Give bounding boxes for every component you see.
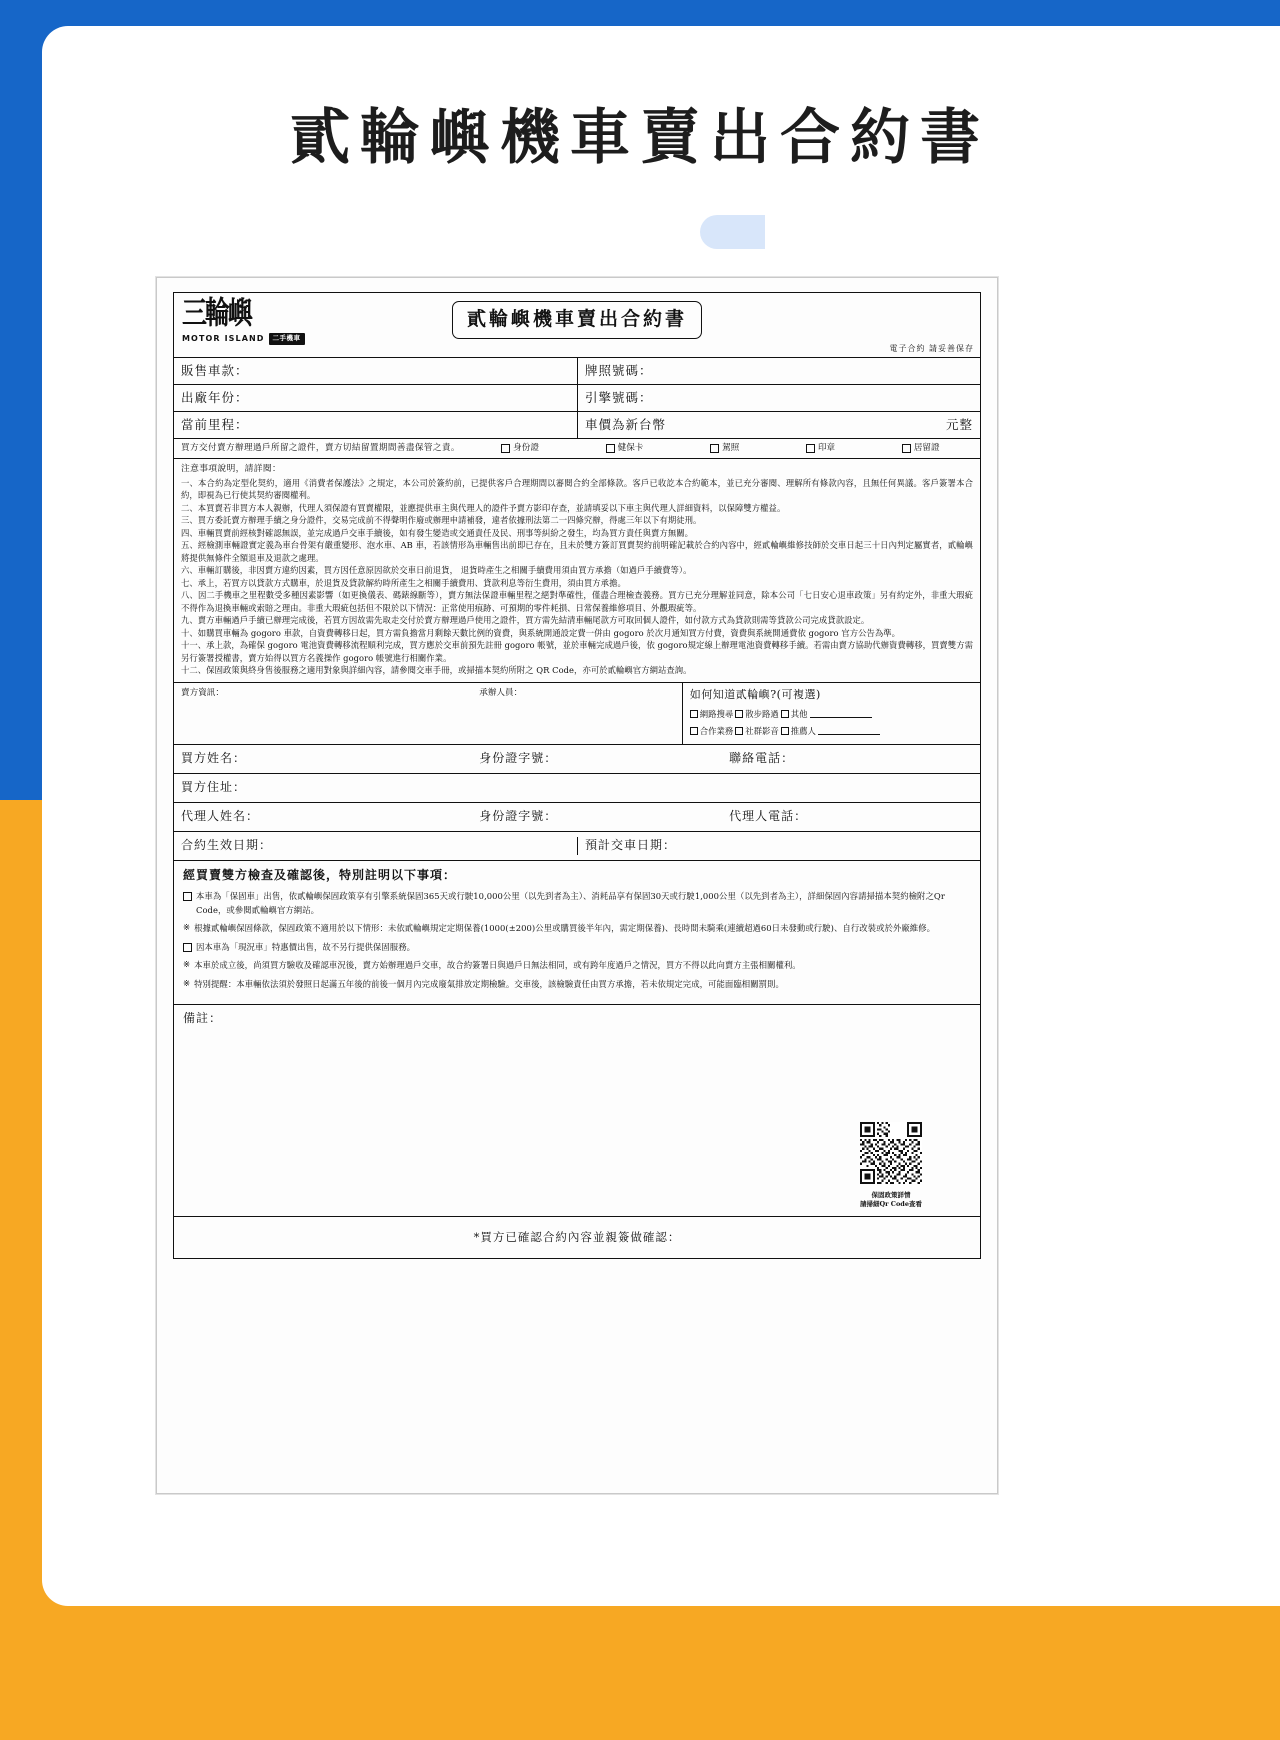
checkbox-icon[interactable] bbox=[806, 444, 815, 453]
checkbox-icon[interactable] bbox=[606, 444, 615, 453]
checkbox-icon[interactable] bbox=[902, 444, 911, 453]
special-note-text: 特別提醒：本車輛依法須於發照日起滿五年後的前後一個月內完成廢氣排放定期檢驗。交車後，該檢驗責任由買方承擔，若未依規定完成，可能面臨相關罰則。 bbox=[194, 978, 784, 989]
clause-item: 四、車輛買賣前經核對確認無誤，並完成過戶交車手續後，如有發生變造或交通責任及民、刑事等糾紛之發生，均為買方責任與賣方無關。 bbox=[181, 527, 694, 538]
doc-option-label: 身份證 bbox=[513, 443, 539, 454]
field-agent-phone[interactable]: 代理人電話： bbox=[729, 809, 808, 824]
documents-options bbox=[468, 442, 973, 454]
logo-mark: 三輪嶼 bbox=[182, 294, 252, 331]
special-note-transfer-date bbox=[183, 959, 971, 973]
seller-band bbox=[174, 682, 980, 744]
clause-item: 三、買方委託賣方辦理手續之身分證件，交易完成前不得聲明作廢或辦理申請補發，違者依據刑法第二一四條究辦，得處三年以下有期徒刑。 bbox=[181, 515, 702, 526]
checkbox-icon[interactable] bbox=[183, 892, 192, 901]
know-option-partner: 合作業務 bbox=[699, 725, 734, 736]
price-label: 車價為新台幣 bbox=[585, 417, 667, 433]
field-mileage[interactable]: 當前里程： bbox=[181, 417, 249, 433]
checkbox-icon[interactable] bbox=[183, 943, 192, 952]
field-delivery-date[interactable]: 預計交車日期： bbox=[577, 837, 980, 854]
documents-row bbox=[174, 438, 980, 457]
doc-option-license[interactable] bbox=[710, 442, 739, 454]
special-note-text: 根據貳輪嶼保固條款，保固政策不適用於以下情形：未依貳輪嶼規定定期保養(1000(±200)公里或購買後半年內，需定期保養)、長時間未騎乘(連續超過60日未發動或行駛)、自行改裝或於外廠維修。 bbox=[194, 923, 936, 934]
qr-caption bbox=[860, 1191, 922, 1209]
clauses-lead: 注意事項說明，請詳閱： bbox=[181, 463, 282, 474]
special-note-as-is-vehicle[interactable] bbox=[183, 941, 971, 954]
checkbox-icon[interactable] bbox=[735, 727, 743, 735]
doc-option-label: 居留證 bbox=[913, 443, 940, 454]
remarks-section[interactable] bbox=[174, 1004, 980, 1216]
field-agent-name[interactable]: 代理人姓名： bbox=[181, 809, 260, 824]
signature-text: *買方已確認合約內容並親簽做確認： bbox=[473, 1230, 681, 1245]
doc-option-label: 印章 bbox=[817, 443, 836, 454]
logo-chip: 二手機車 bbox=[269, 333, 305, 344]
clause-item: 二、本買賣若非買方本人親辦，代理人須保證有買賣權限，並應提供車主與代理人的證件予賣方影印存查，並請填妥以下車主與代理人詳細資料，以保障雙方權益。 bbox=[181, 502, 786, 513]
know-us-row-1 bbox=[690, 708, 973, 720]
know-option-web-search: 網路搜尋 bbox=[699, 708, 734, 719]
field-plate[interactable]: 牌照號碼： bbox=[577, 358, 980, 384]
doc-option-label: 健保卡 bbox=[617, 443, 644, 454]
field-price[interactable] bbox=[577, 412, 980, 438]
qr-caption-line2: 請掃細Qr Code查看 bbox=[859, 1199, 922, 1208]
remarks-label: 備註： bbox=[183, 1011, 223, 1026]
doc-option-label: 駕照 bbox=[722, 443, 740, 454]
clause-item: 八、因二手機車之里程數受多種因素影響（如更換儀表、碼錶線斷等），賣方無法保證車輛里程之絕對準確性，僅盡合理檢查義務。買方已充分理解並同意，除本公司「七日安心退車政策」另有約定外，非重大瑕疵不得作為退換車輛或索賠之理由。非重大瑕疵包括但不限於以下情況：正常使用痕跡、可預期的零件耗損、日常保養維修項目、外觀瑕疵等。 bbox=[181, 590, 973, 613]
doc-option-id-card[interactable] bbox=[501, 442, 539, 454]
clause-item: 五、經檢測車輛證實定義為車台骨架有嚴重變形、泡水車、AB 車，若該情形為車輛售出前即已存在，且未於雙方簽訂買賣契約前明確記載於合約內容中，經貳輪嶼維修技師於交車日起三十日內判定屬實者，貳輪嶼將提供無條件全額退車及退款之處理。 bbox=[181, 540, 973, 563]
special-notes-section bbox=[174, 860, 980, 1004]
clause-item: 九、賣方車輛過戶手續已辦理完成後，若買方因故需先取走交付於賣方辦理過戶使用之證件，買方需先結清車輛尾款方可取回個人證件，如付款方式為貸款則需等貸款公司完成貸款設定。 bbox=[181, 615, 870, 626]
field-model[interactable]: 販售車款： bbox=[181, 363, 249, 378]
know-us-row-2 bbox=[690, 725, 973, 737]
logo-subtitle: MOTOR ISLAND bbox=[182, 334, 265, 343]
doc-option-health-card[interactable] bbox=[606, 442, 644, 454]
buyer-row-name bbox=[174, 744, 980, 773]
know-option-other-input[interactable] bbox=[810, 710, 872, 718]
esign-note: 電子合約 請妥善保存 bbox=[889, 344, 974, 354]
field-engine[interactable]: 引擎號碼： bbox=[577, 385, 980, 411]
asterisk-icon: ※ bbox=[183, 978, 191, 989]
checkbox-icon[interactable] bbox=[690, 727, 698, 735]
contract-header bbox=[174, 293, 980, 357]
checkbox-icon[interactable] bbox=[690, 710, 698, 718]
special-note-warranty-vehicle[interactable] bbox=[183, 890, 971, 917]
special-note-text: 本車於成立後，尚須買方驗收及確認車況後，賣方始辦理過戶交車，故合約簽署日與過戶日無法相同，或有跨年度過戶之情況，買方不得以此向賣方主張相關權利。 bbox=[194, 960, 801, 971]
clause-item: 六、車輛訂購後，非因賣方違約因素，買方因任意原因欲於交車日前退貨， 退貨時產生之相關手續費用須由買方承擔（如過戶手續費等）。 bbox=[181, 565, 692, 576]
clause-item: 十一、承上款，為確保 gogoro 電池資費轉移流程順利完成，買方應於交車前預先註冊 gogoro 帳號，並於車輛完成過戶後，依 gogoro規定線上辦理電池資費轉移手續。若需由賣方協助代辦資費轉移，買賣雙方需另行簽署授權書，賣方始得以買方名義操作 gogoro 帳號進行相關作業。 bbox=[181, 640, 973, 663]
checkbox-icon[interactable] bbox=[501, 444, 510, 453]
know-us-question: 如何知道貳輪嶼?(可複選) bbox=[689, 687, 821, 701]
vehicle-row-price bbox=[174, 411, 980, 438]
qr-code-block bbox=[860, 1122, 922, 1208]
field-year[interactable]: 出廠年份： bbox=[181, 390, 249, 406]
clauses-section bbox=[174, 458, 980, 682]
field-buyer-phone[interactable]: 聯絡電話： bbox=[729, 751, 795, 766]
qr-code-icon bbox=[860, 1122, 922, 1184]
special-notes-title: 經買賣雙方檢查及確認後，特別註明以下事項： bbox=[183, 867, 457, 882]
checkbox-icon[interactable] bbox=[781, 727, 789, 735]
checkbox-icon[interactable] bbox=[735, 710, 743, 718]
special-note-text: 因本車為「現況車」特惠價出售，故不另行提供保固服務。 bbox=[196, 941, 416, 952]
field-effective-date[interactable]: 合約生效日期： bbox=[181, 838, 273, 853]
documents-lead: 買方交付賣方辦理過戶所留之證件，賣方切結留置期間善盡保管之責。 bbox=[181, 443, 460, 454]
contract-document bbox=[156, 277, 998, 1494]
checkbox-icon[interactable] bbox=[710, 444, 719, 453]
signature-section[interactable] bbox=[174, 1216, 980, 1258]
special-note-warranty-exclusions bbox=[183, 922, 971, 936]
field-buyer-address[interactable]: 買方住址： bbox=[181, 780, 247, 795]
know-option-other: 其他 bbox=[790, 708, 808, 719]
clause-item: 十、如購買車輛為 gogoro 車款，自資費轉移日起，買方需負擔當月剩餘天數比例的資費，與系統開通設定費一併由 gogoro 於次月通知買方付費，資費與系統開通費依 gogoro 官方公告為準。 bbox=[181, 627, 901, 638]
contract-title: 貳輪嶼機車賣出合約書 bbox=[452, 301, 702, 339]
field-seller-info[interactable]: 賣方資訊： bbox=[181, 687, 224, 698]
special-note-emissions-inspection bbox=[183, 978, 971, 992]
field-buyer-id[interactable]: 身份證字號： bbox=[479, 751, 558, 766]
know-us-section bbox=[682, 683, 980, 744]
buyer-row-dates bbox=[174, 831, 980, 860]
decorative-accent-strip-overlay bbox=[765, 215, 1280, 249]
special-note-text: 本車為「保固車」出售，依貳輪嶼保固政策享有引擎系統保固365天或行駛10,000公里（以先到者為主）、消耗品享有保固30天或行駛1,000公里（以先到者為主），詳細保固內容請掃描本契約檢附之Qr Code，或參閱貳輪嶼官方網站。 bbox=[196, 891, 945, 915]
know-option-social-media: 社群影音 bbox=[745, 725, 779, 736]
know-option-referrer-input[interactable] bbox=[818, 727, 880, 735]
know-option-walk-by: 散步路過 bbox=[745, 708, 779, 719]
logo-subtitle-row bbox=[182, 333, 332, 345]
contract-body bbox=[173, 292, 981, 1259]
asterisk-icon: ※ bbox=[183, 960, 191, 971]
brand-logo bbox=[182, 294, 332, 345]
know-option-referrer: 推薦人 bbox=[790, 725, 816, 736]
price-unit: 元整 bbox=[945, 417, 973, 433]
field-handler[interactable]: 承辦人員： bbox=[479, 687, 523, 698]
buyer-row-address bbox=[174, 773, 980, 802]
doc-option-seal[interactable] bbox=[806, 442, 835, 454]
vehicle-row-model bbox=[174, 357, 980, 384]
clause-item: 七、承上，若買方以貸款方式購車，於退貨及貸款解約時所產生之相關手續費用、貸款利息等衍生費用，須由買方承擔。 bbox=[181, 577, 626, 588]
doc-option-residence-permit[interactable] bbox=[902, 442, 940, 454]
field-buyer-name[interactable]: 買方姓名： bbox=[181, 751, 247, 766]
page-title: 貳輪嶼機車賣出合約書 bbox=[290, 103, 990, 173]
clause-item: 十二、保固政策與終身售後服務之適用對象與詳細內容，請參閱交車手冊，或掃描本契約所附之 QR Code，亦可於貳輪嶼官方網站查詢。 bbox=[181, 665, 692, 676]
checkbox-icon[interactable] bbox=[781, 710, 789, 718]
field-agent-id[interactable]: 身份證字號： bbox=[479, 809, 558, 824]
buyer-row-agent bbox=[174, 802, 980, 831]
qr-caption-line1: 保固政策詳情 bbox=[871, 1190, 911, 1199]
asterisk-icon: ※ bbox=[183, 923, 191, 934]
vehicle-row-year bbox=[174, 384, 980, 411]
clause-item: 一、本合約為定型化契約，適用《消費者保護法》之規定，本公司於簽約前，已提供客戶合理期間以審閱合約全部條款。客戶已收訖本合約範本，並已充分審閱、理解所有條款內容，且無任何異議。客戶簽署本合約，即視為已行使其契約審閱權利。 bbox=[181, 477, 973, 501]
